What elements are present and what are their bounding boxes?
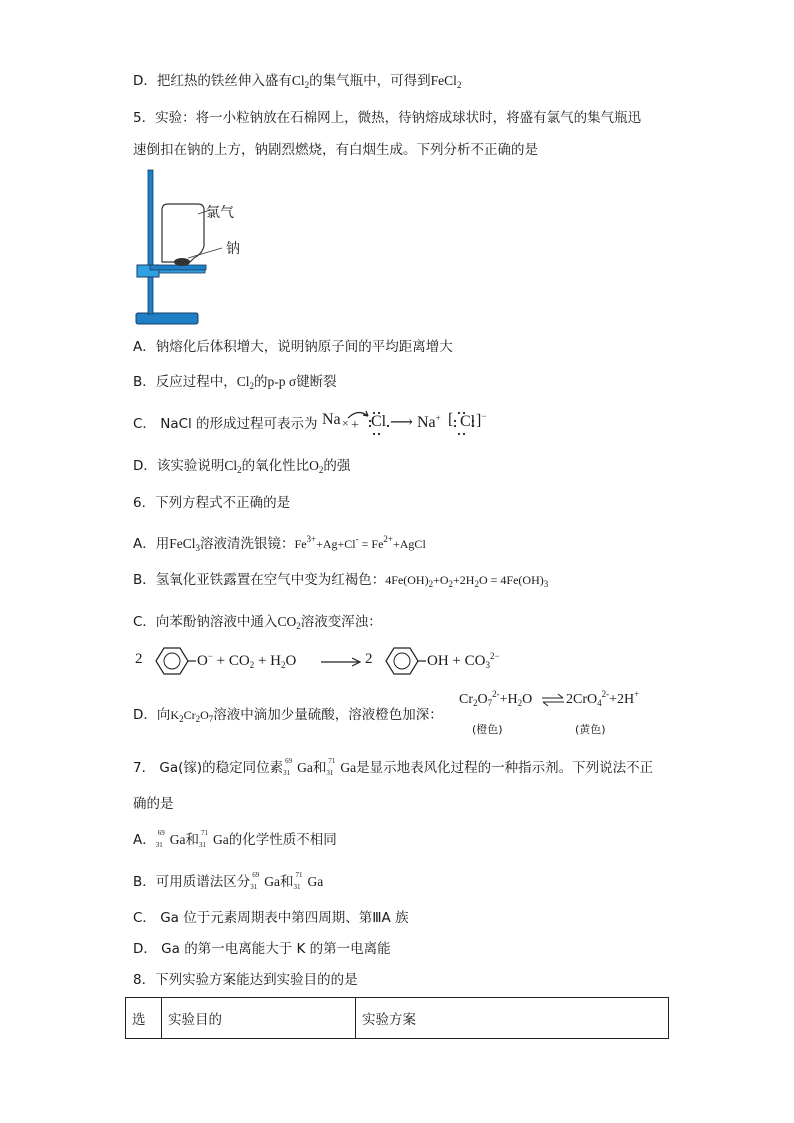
formula-sub: 2: [249, 381, 255, 391]
chloride-ion-close: ]−: [476, 411, 487, 429]
q4-d-text: D．把红热的铁丝伸入盛有: [133, 73, 292, 89]
q7-option-a: [133, 830, 337, 850]
q7-b-pre: B．可用质谱法区分: [133, 874, 251, 890]
eq-part: + CO: [452, 653, 486, 669]
sodium-ion: [417, 413, 441, 432]
q8-options-table: [125, 997, 669, 1039]
eq-sub: 2: [473, 698, 478, 708]
eq-sub: 2: [428, 579, 434, 589]
eq-part: +2H: [609, 692, 635, 707]
q7-a-pre: A．: [133, 832, 156, 848]
q5-stem-line1: 5．实验：将一小粒钠放在石棉网上，微热，待钠熔成球状时，将盛有氯气的集气瓶迅: [133, 110, 642, 126]
eq-sub: 3: [543, 579, 549, 589]
eq-part: O: [197, 653, 208, 669]
q7-option-b: [133, 872, 323, 892]
atomic-number: 31: [250, 883, 258, 891]
q5-stem-line2: 速倒扣在钠的上方，钠剧烈燃烧，有白烟生成。下列分析不正确的是: [133, 142, 538, 158]
q7-stem-pre: 7． Ga(镓)的稳定同位素: [133, 760, 284, 776]
symbol-cl-ion: Cl: [460, 413, 476, 430]
eq-sup: +: [634, 689, 640, 699]
formula-cl: Cl: [236, 374, 250, 389]
eq-part: OH: [427, 653, 449, 669]
table-header-cell: 选: [126, 998, 162, 1039]
formula-k: K: [170, 708, 180, 722]
mass-number: 71: [295, 871, 303, 879]
label-yellow: (黄色): [575, 723, 606, 736]
formula-sub: 2: [237, 465, 242, 475]
element-symbol: Ga: [340, 760, 357, 775]
eq-part: = Fe: [358, 537, 384, 551]
formula-o: O: [200, 708, 209, 722]
eq-sub: 2: [474, 579, 479, 589]
eq-part: Fe: [294, 537, 307, 551]
mass-number: 71: [201, 829, 208, 837]
q7-stem-line1: [133, 758, 653, 778]
eq-sub: 3: [485, 660, 490, 670]
isotope-ga69: [283, 758, 297, 778]
formula-sub: 2: [456, 80, 462, 90]
element-symbol: Ga: [213, 832, 229, 847]
eq-part: 2CrO: [566, 692, 598, 707]
q7-option-c: C． Ga 位于元素周期表中第四周期、第ⅢA 族: [133, 910, 409, 926]
q7-a-post: 的化学性质不相同: [228, 832, 337, 848]
atomic-number: 31: [199, 841, 206, 849]
electron-dot-formation: [322, 411, 341, 429]
formula-sub: 2: [195, 714, 201, 724]
q6-c-text: C．向苯酚钠溶液中通入: [133, 614, 278, 630]
formula-sub: 3: [195, 543, 201, 553]
eq-part: O: [522, 692, 533, 707]
q6-a-text: A．用: [133, 536, 170, 552]
eq-sup: −: [207, 651, 213, 661]
eq-sub: 7: [487, 698, 493, 708]
label-orange: (橙色): [472, 723, 503, 736]
phenoxide-o: [197, 651, 296, 670]
reaction-arrow: ⟶: [390, 414, 413, 431]
formula-sub: 2: [179, 714, 184, 724]
q7-stem-line2: 确的是: [133, 796, 174, 812]
equilibrium-right: [566, 689, 639, 708]
eq-sup: 3+: [306, 534, 317, 544]
benzene-ring-icon: [146, 644, 196, 678]
svg-text:+: +: [351, 418, 359, 433]
eq-sup: -: [355, 534, 359, 544]
formula-sub: 2: [318, 465, 324, 475]
q6-option-d: [133, 705, 443, 729]
eq-sup: 2+: [383, 534, 393, 544]
eq-part: O: [477, 692, 488, 707]
q7-option-d: D． Ga 的第一电离能大于 K 的第一电离能: [133, 941, 391, 957]
charge-plus: +: [435, 413, 441, 423]
eq-sub: 2: [448, 579, 454, 589]
atomic-number: 31: [283, 769, 291, 777]
eq-part: +H: [499, 692, 518, 707]
eq-part: O: [285, 653, 297, 669]
formula-sub: 2: [296, 621, 301, 631]
mass-number: 69: [157, 829, 165, 837]
q5-d-text: D．该实验说明: [133, 458, 225, 474]
eq-coef-left: 2: [135, 651, 143, 667]
eq-sup: 2−: [489, 651, 500, 661]
atomic-number: 31: [293, 883, 301, 891]
q5-d-post: 的强: [323, 458, 351, 474]
equation-b: [385, 573, 548, 587]
eq-part: +AgCl: [393, 537, 426, 551]
formula-cl: Cl: [224, 458, 238, 473]
equilibrium-left: [459, 689, 532, 708]
eq-part: + CO: [216, 653, 250, 669]
q6-option-c: [133, 612, 382, 636]
q6-a-mid: 溶液清洗银镜：: [200, 536, 295, 552]
formula-cl: Cl: [291, 73, 305, 88]
eq-sup: 2-: [492, 689, 500, 699]
q6-stem: 6．下列方程式不正确的是: [133, 495, 291, 511]
eq-coef-right: 2: [365, 651, 373, 667]
symbol-cl: Cl: [371, 413, 387, 430]
q5-option-d: [133, 456, 350, 480]
q5-b-text: B．反应过程中，: [133, 374, 237, 390]
q6-option-a: [133, 529, 426, 558]
q7-stem-post: 是显示地表风化过程的一种指示剂。下列说法不正: [356, 760, 654, 776]
benzene-ring-icon: [376, 644, 426, 678]
element-symbol: Ga: [169, 832, 186, 847]
q7-b-mid: 和: [280, 874, 294, 890]
table-header-cell: 实验目的: [162, 998, 356, 1039]
q5-b-post: 键断裂: [296, 374, 337, 390]
eq-part: + H: [257, 653, 282, 669]
table-row: [126, 998, 669, 1039]
q7-stem-mid: 和: [312, 760, 327, 776]
q6-option-b: [133, 570, 548, 594]
figure-label-sodium: 钠: [226, 241, 240, 257]
q5-option-b: [133, 372, 337, 396]
isotope-ga71: [294, 872, 308, 892]
chloride-ion: [: [448, 411, 454, 428]
eq-sub: 4: [597, 698, 602, 708]
formula-fecl3: FeCl: [169, 536, 196, 551]
eq-sub: 2: [517, 698, 523, 708]
formula-o: O: [309, 458, 319, 473]
mass-number: 69: [285, 757, 293, 765]
eq-sub: 2: [281, 660, 286, 670]
formula-sub: 2: [304, 80, 310, 90]
svg-text:×: ×: [342, 416, 349, 430]
pp-sigma-bond: p-p σ: [267, 374, 297, 389]
symbol-na: Na: [417, 414, 436, 431]
formula-fecl: FeCl: [430, 73, 457, 88]
reaction-arrow-icon: [321, 656, 363, 668]
formula-co2: CO: [277, 614, 297, 629]
atomic-number: 31: [326, 769, 334, 777]
iron-stand-apparatus-figure: [132, 166, 262, 328]
q5-option-a: A．钠熔化后体积增大，说明钠原子间的平均距离增大: [133, 339, 453, 355]
equilibrium-arrow-icon: [541, 692, 565, 708]
q8-stem: 8．下列实验方案能达到实验目的的是: [133, 972, 358, 988]
isotope-ga71: [326, 758, 340, 778]
isotope-ga69: [156, 830, 170, 850]
mass-number: 69: [252, 871, 260, 879]
eq-sup: 2-: [601, 689, 610, 699]
q5-b-mid: 的: [254, 374, 268, 390]
eq-part: O = 4Fe(OH): [478, 573, 544, 587]
q5-d-mid: 的氧化性比: [241, 458, 310, 474]
table-header-cell: 实验方案: [356, 998, 669, 1039]
element-symbol: Ga: [307, 874, 324, 889]
q4-d-mid: 的集气瓶中，可得到: [309, 73, 431, 89]
element-symbol: Ga: [297, 760, 313, 775]
equation-a: [294, 534, 426, 551]
formula-sub: 7: [208, 714, 214, 724]
eq-part: 4Fe(OH): [385, 573, 429, 587]
q6-b-text: B．氢氧化亚铁露置在空气中变为红褐色：: [133, 572, 386, 588]
eq-part: +O: [433, 573, 449, 587]
phenol-products: [427, 651, 500, 670]
q6-d-text: D．向: [133, 707, 171, 723]
eq-part: +2H: [453, 573, 475, 587]
figure-label-chlorine: 氯气: [206, 205, 234, 221]
formula-cr: Cr: [183, 708, 196, 722]
mass-number: 71: [328, 757, 336, 765]
isotope-ga69: [250, 872, 264, 892]
q4-option-d: [133, 71, 461, 95]
q7-a-mid: 和: [185, 832, 199, 848]
q6-c-post: 溶液变浑浊：: [300, 614, 382, 630]
eq-part: Cr: [459, 692, 473, 707]
symbol-na: Na: [322, 411, 341, 428]
eq-part: +Ag+Cl: [316, 537, 356, 551]
q6-d-post: 溶液中滴加少量硫酸，溶液橙色加深：: [213, 707, 443, 723]
element-symbol: Ga: [264, 874, 281, 889]
eq-sub: 2: [249, 660, 255, 670]
atomic-number: 31: [155, 841, 163, 849]
charge-minus: −: [481, 411, 487, 421]
q5-c-text: C． NaCl 的形成过程可表示为: [133, 416, 318, 432]
q5-option-c: [133, 414, 318, 434]
isotope-ga71: [199, 830, 213, 850]
